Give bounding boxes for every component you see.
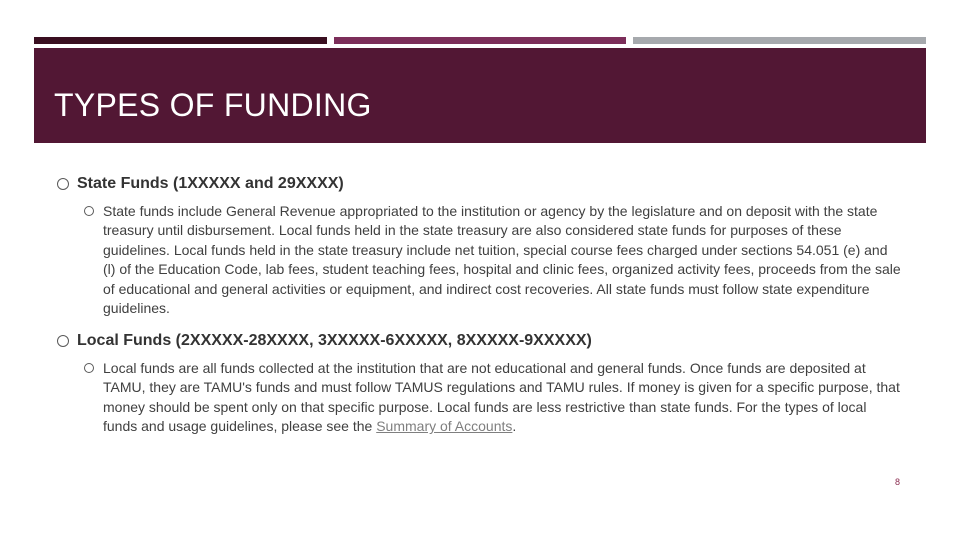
circle-bullet-icon	[57, 335, 69, 347]
section-heading-local-funds: Local Funds (2XXXXX-28XXXX, 3XXXXX-6XXXXX, 8XXXXX-9XXXXX)	[77, 332, 592, 349]
circle-bullet-icon	[84, 206, 94, 216]
slide-number: 8	[895, 477, 901, 487]
circle-bullet-icon	[57, 178, 69, 190]
accent-bar-plum	[334, 37, 626, 44]
section-heading-state-funds: State Funds (1XXXXX and 29XXXX)	[77, 175, 344, 192]
local-funds-text: Local funds are all funds collected at the institution that are not educational and general funds. Once funds are deposited at TAMU, they are TAMU's funds and must follow TAMUS regulations and TAMU rules. If money is given for a specific purpose, that money should be spent only on that specific purpose. Local funds are less restrictive than state funds. For the types of local funds and usage guidelines, please see the	[103, 360, 900, 435]
summary-of-accounts-link[interactable]: Summary of Accounts	[376, 418, 513, 435]
accent-bar-dark	[34, 37, 327, 44]
local-funds-description	[103, 359, 903, 437]
circle-bullet-icon	[84, 363, 94, 373]
slide-title: TYPES OF FUNDING	[54, 87, 372, 123]
accent-bar-gray	[633, 37, 926, 44]
state-funds-description: State funds include General Revenue appropriated to the institution or agency by the legislature and on deposit with the state treasury until disbursement. Local funds held in the state treasury are also considered state funds for purposes of these guidelines. Local funds held in the state treasury include net tuition, special course fees charged under sections 54.051 (e) and (l) of the Education Code, lab fees, student teaching fees, hospital and clinic fees, organized activity fees, proceeds from the sale of educational and general activities or equipment, and indirect cost recoveries. All state funds must follow state expenditure guidelines.	[103, 203, 901, 317]
trailing-period: .	[512, 418, 517, 435]
title-banner	[34, 48, 926, 143]
